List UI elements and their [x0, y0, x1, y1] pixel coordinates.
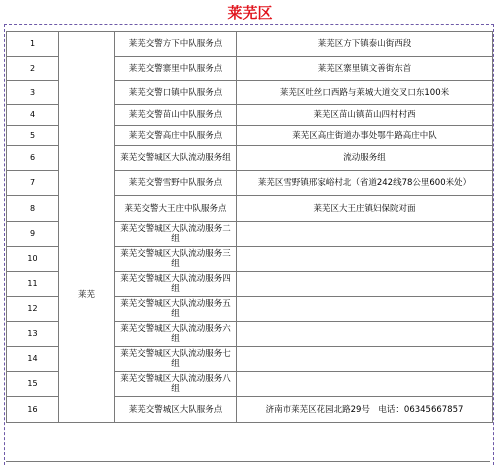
row-number: 2 — [7, 57, 59, 81]
service-address — [237, 297, 493, 322]
service-address: 流动服务组 — [237, 146, 493, 171]
service-unit-name: 莱芜交警城区大队流动服务组 — [115, 146, 237, 171]
row-number: 12 — [7, 297, 59, 322]
service-address — [237, 222, 493, 247]
service-unit-name: 莱芜交警口镇中队服务点 — [115, 81, 237, 105]
service-address: 莱芜区寨里镇文善街东首 — [237, 57, 493, 81]
service-address — [237, 322, 493, 347]
row-number: 13 — [7, 322, 59, 347]
page-title: 莱芜区 — [227, 4, 273, 22]
row-number: 5 — [7, 126, 59, 146]
row-number: 7 — [7, 171, 59, 196]
service-address: 莱芜区高庄街道办事处鄂牛路高庄中队 — [237, 126, 493, 146]
row-number: 3 — [7, 81, 59, 105]
service-address — [237, 372, 493, 397]
row-number: 14 — [7, 347, 59, 372]
service-address: 莱芜区方下镇泰山街西段 — [237, 32, 493, 57]
service-address — [237, 347, 493, 372]
service-unit-name: 莱芜交警苗山中队服务点 — [115, 105, 237, 126]
service-address: 莱芜区雪野镇邢家峪村北（省道242线78公里600米处） — [237, 171, 493, 196]
service-address — [237, 247, 493, 272]
row-number: 8 — [7, 196, 59, 222]
row-number: 16 — [7, 397, 59, 423]
service-address: 莱芜区苗山镇苗山四村村西 — [237, 105, 493, 126]
service-unit-name: 莱芜交警大王庄中队服务点 — [115, 196, 237, 222]
row-number: 1 — [7, 32, 59, 57]
service-unit-name: 莱芜交警城区大队服务点 — [115, 397, 237, 423]
service-unit-name: 莱芜交警雪野中队服务点 — [115, 171, 237, 196]
service-unit-name: 莱芜交警高庄中队服务点 — [115, 126, 237, 146]
row-number: 9 — [7, 222, 59, 247]
row-number: 10 — [7, 247, 59, 272]
service-unit-name: 莱芜交警城区大队流动服务三组 — [115, 247, 237, 272]
service-unit-name: 莱芜交警寨里中队服务点 — [115, 57, 237, 81]
table-body — [7, 32, 493, 423]
service-address: 莱芜区大王庄镇妇保院对面 — [237, 196, 493, 222]
row-number: 11 — [7, 272, 59, 297]
row-number: 4 — [7, 105, 59, 126]
district-label: 莱芜 — [77, 290, 95, 300]
service-unit-name: 莱芜交警城区大队流动服务二组 — [115, 222, 237, 247]
service-unit-name: 莱芜交警城区大队流动服务四组 — [115, 272, 237, 297]
service-unit-name: 莱芜交警城区大队流动服务五组 — [115, 297, 237, 322]
service-unit-name: 莱芜交警城区大队流动服务八组 — [115, 372, 237, 397]
service-address: 济南市莱芜区花园北路29号 电话：06345667857 — [237, 397, 493, 423]
service-unit-name: 莱芜交警方下中队服务点 — [115, 32, 237, 57]
table-row — [7, 32, 493, 57]
service-address — [237, 272, 493, 297]
row-number: 6 — [7, 146, 59, 171]
service-unit-name: 莱芜交警城区大队流动服务六组 — [115, 322, 237, 347]
table-cut-edge — [6, 461, 490, 466]
service-point-table — [6, 31, 493, 423]
service-address: 莱芜区吐丝口西路与莱城大道交叉口东100米 — [237, 81, 493, 105]
district-cell — [59, 32, 115, 423]
service-unit-name: 莱芜交警城区大队流动服务七组 — [115, 347, 237, 372]
row-number: 15 — [7, 372, 59, 397]
